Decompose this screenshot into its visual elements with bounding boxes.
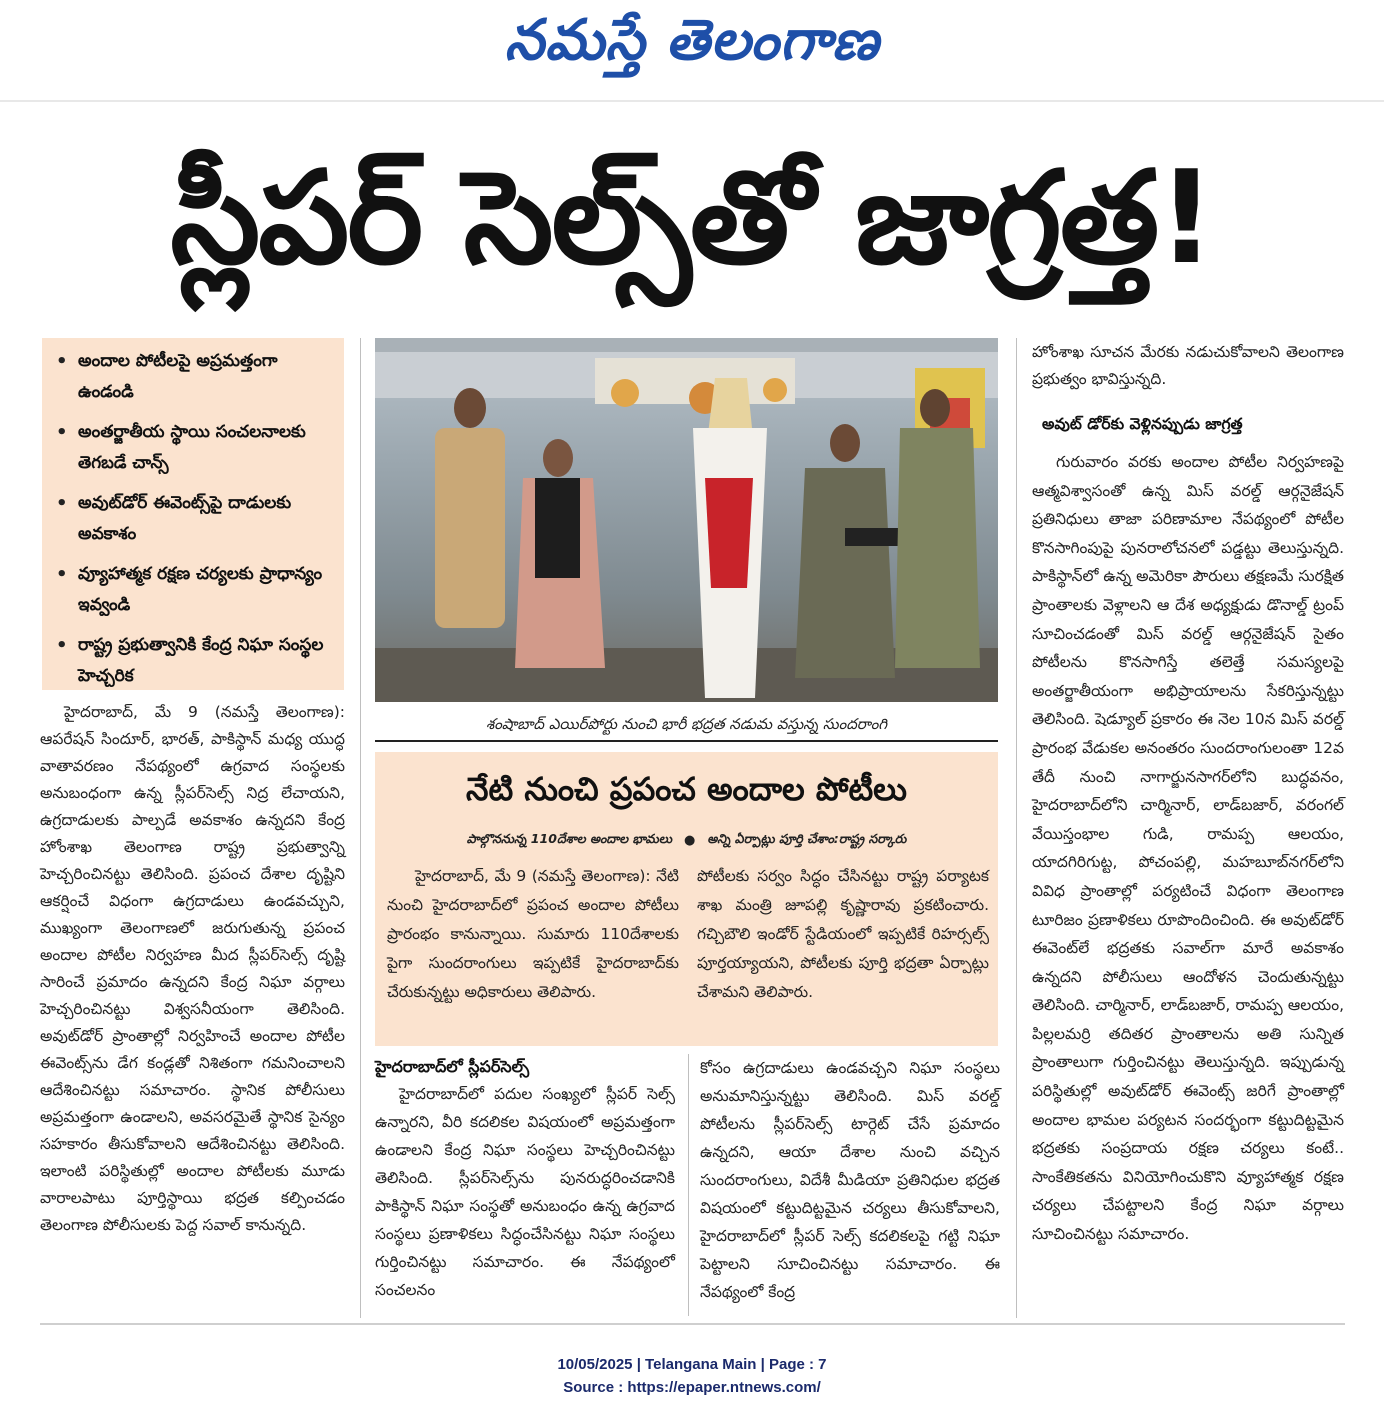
sub-story-kicker (385, 828, 988, 852)
bullet-icon: • (56, 422, 68, 443)
article-column-2b: కోసం ఉగ్రదాడులు ఉండవచ్చని నిఘా సంస్థలు అనుమానిస్తున్నట్టు తెలిసింది. మిస్ వరల్డ్ పోటీలను స్లీపర్‌సెల్స్ టార్గెట్ చేసే ప్రమాదం ఉన్నదని, ఆయా దేశాల నుంచి వచ్చిన సుందరాంగులు, విదేశీ మీడియా ప్రతినిధుల భద్రత విషయంలో కట్టుదిట్టమైన చర్యలు తీసుకోవాలని, హైదరాబాద్‌లో స్లీపర్ సెల్స్ కదలికలపై గట్టి నిఘా పెట్టాలని సూచించినట్టు సమాచారం. ఈ నేపథ్యంలో కేంద్ర (700, 1059, 1000, 1301)
highlights-box (42, 338, 344, 690)
sub-story-box (375, 752, 998, 1046)
caption-divider (375, 740, 998, 742)
highlight-item (56, 346, 334, 408)
article-column-3: గురువారం వరకు అందాల పోటీల నిర్వహణపై ఆత్మవిశ్వాసంతో ఉన్న మిస్ వరల్డ్ ఆర్గనైజేషన్ ప్రతినిధులు తాజా పరిణామాల నేపథ్యంలో పోటీల కొనసాగింపుపై పునరాలోచనలో పడ్డట్టు తెలుస్తున్నది. పాకిస్థాన్‌లో ఉన్న అమెరికా పౌరులు తక్షణమే సురక్షిత ప్రాంతాలకు వెళ్లాలని ఆ దేశ అధ్యక్షుడు డొనాల్డ్ ట్రంప్ సూచించడంతో మిస్ వరల్డ్ ఆర్గనైజేషన్ సైతం పోటీలను కొనసాగిస్తే తలెత్తే సమస్యలపై అంతర్జాతీయంగా అభిప్రాయాలను సేకరిస్తున్నట్టు తెలిసింది. షెడ్యూల్ ప్రకారం ఈ నెల 10న మిస్ వరల్డ్ ప్రారంభ వేడుకల అనంతరం సుందరాంగులంతా 12వ తేదీ నుంచి నాగార్జునసాగర్‌లోని బుద్ధవనం, హైదరాబాద్‌లోని చార్మినార్, లాడ్‌బజార్, వరంగల్ వేయిస్తంభాల గుడి, రామప్ప ఆలయం, యాదగిరిగుట్ట, పోచంపల్లి, మహబూబ్‌నగర్‌లోని వివిధ ప్రాంతాల్లో పర్యటించే విధంగా తెలంగాణ టూరిజం ప్రణాళికలు రూపొందించింది. ఈ అవుట్‌డోర్ ఈవెంట్‌లే భద్రతకు సవాల్‌గా మారే అవకాశం ఉన్నదని పోలీసులు ఆందోళన చెందుతున్నట్టు తెలిసింది. చార్మినార్, లాడ్‌బజార్, రామప్ప ఆలయం, పిల్లలమర్రి తదితర ప్రాంతాలను అతి సున్నిత ప్రాంతాలుగా గుర్తించినట్టు తెలుస్తున్నది. ఇప్పుడున్న పరిస్థితుల్లో అవుట్‌డోర్ ఈవెంట్స్ జరిగే ప్రాంతాల్లో అందాల భామల పర్యటన సందర్భంగా కట్టుదిట్టమైన భద్రతకు సంప్రదాయ రక్షణ చర్యలు కంటే.. సాంకేతికతను వినియోగించుకొని వ్యూహాత్మక రక్షణ చర్యలు చేపట్టాలని కేంద్ర నిఘా వర్గాలు సూచించినట్టు సమాచారం. (1032, 453, 1344, 1244)
sub-story-title: నేటి నుంచి ప్రపంచ అందాల పోటీలు (466, 770, 907, 808)
bullet-icon: • (56, 493, 68, 514)
bullet-icon: • (56, 564, 68, 585)
highlight-item (56, 559, 334, 621)
bullet-icon: ● (683, 832, 696, 848)
kicker-left: పాల్గొననున్న 110దేశాల అందాల భామలు (466, 830, 672, 846)
masthead (0, 6, 1384, 80)
airport-scene-illustration (375, 338, 998, 702)
page-footer (0, 1353, 1384, 1399)
sub-story-column-left: హైదరాబాద్, మే 9 (నమస్తే తెలంగాణ): నేటి నుంచి హైదరాబాద్‌లో ప్రపంచ అందాల పోటీలు ప్రారంభం కానున్నాయి. సుమారు 110దేశాలకు పైగా సుందరాంగులు ఇప్పటికే హైదరాబాద్‌కు చేరుకున్నట్టు అధికారులు తెలిపారు. (387, 867, 679, 1001)
section-heading: హైదరాబాద్‌లో స్లీపర్‌సెల్స్ (375, 1057, 530, 1076)
newspaper-logo: నమస్తే తెలంగాణ (504, 8, 880, 73)
column-divider (1016, 338, 1017, 1318)
highlight-item (56, 417, 334, 479)
page-bottom-divider (40, 1323, 1345, 1325)
source-link[interactable]: Source : https://epaper.ntnews.com/ (563, 1379, 821, 1396)
masthead-divider (0, 100, 1384, 102)
article-column-2a: హైదరాబాద్‌లో పదుల సంఖ్యలో స్లీపర్ సెల్స్ ఉన్నారని, వీరి కదలికల విషయంలో అప్రమత్తంగా ఉండాలని కేంద్ర నిఘా సంస్థలు హెచ్చరించినట్టు తెలిసింది. స్లీపర్‌సెల్స్‌ను పునరుద్ధరించడానికి పాకిస్థాన్ నిఘా సంస్థతో అనుబంధం ఉన్న ఉగ్రవాద సంస్థలు ప్రణాళికలు సిద్ధంచేసినట్టు నిఘా సంస్థలు గుర్తించినట్టు సమాచారం. ఈ నేపథ్యంలో సంచలనం (375, 1085, 675, 1299)
sub-story-column-right: పోటీలకు సర్వం సిద్ధం చేసినట్టు రాష్ట్ర పర్యాటక శాఖ మంత్రి జూపల్లి కృష్ణారావు ప్రకటించారు. గచ్చిబౌలి ఇండోర్ స్టేడియంలో ఇప్పటికే రిహర్సల్స్ పూర్తయ్యాయని, పోటీలకు పూర్తి భద్రతా ఏర్పాట్లు చేశామని తెలిపారు. (697, 867, 989, 1001)
article-column-1: హైదరాబాద్, మే 9 (నమస్తే తెలంగాణ): ఆపరేషన్ సిందూర్, భారత్, పాకిస్థాన్ మధ్య యుద్ధ వాతావరణం నేపథ్యంలో ఉగ్రవాద సంస్థలకు అనుబంధంగా ఉన్న స్లీపర్‌సెల్స్ నిద్ర లేచాయని, ఉగ్రదాడులకు పాల్పడే అవకాశం ఉన్నదని కేంద్ర హోంశాఖ తెలంగాణ రాష్ట్ర ప్రభుత్వాన్ని హెచ్చరించినట్టు తెలిసింది. ప్రపంచ దేశాల దృష్టిని ఆకర్షించే విధంగా ఉగ్రదాడులు ఉండవచ్చుని, ముఖ్యంగా తెలంగాణలో జరుగుతున్న ప్రపంచ అందాల పోటీల నిర్వహణ మీద స్లీపర్‌సెల్స్ దృష్టి సారించే ప్రమాదం ఉన్నదని కేంద్ర నిఘా వర్గాలు హెచ్చరించినట్టు విశ్వసనీయంగా తెలిసింది. అవుట్‌డోర్ ప్రాంతాల్లో నిర్వహించే అందాల పోటీల ఈవెంట్స్‌ను డేగ కండ్లతో నిశితంగా గమనించాలని ఆదేశించినట్టు సమాచారం. స్థానిక పోలీసులు అప్రమత్తంగా ఉండాలని, అవసరమైతే స్థానిక సైన్యం సహకారం తీసుకోవాలని ఆదేశించినట్టు తెలిసింది. ఇలాంటి పరిస్థితుల్లో అందాల పోటీలకు మూడు వారాలపాటు పూర్తిస్థాయి భద్రత కల్పించడం తెలంగాణ పోలీసులకు పెద్ద సవాల్ కానున్నది. (40, 703, 345, 1234)
edition-info: 10/05/2025 | Telangana Main | Page : 7 (557, 1356, 827, 1373)
news-photo (375, 338, 998, 702)
column-divider (688, 1054, 689, 1316)
column-3-subheading: అవుట్ డోర్‌కు వెళ్లినప్పుడు జాగ్రత్త (1042, 415, 1243, 433)
highlight-text: వ్యూహాత్మక రక్షణ చర్యలకు ప్రాధాన్యం ఇవ్వండి (78, 564, 323, 615)
kicker-right: అన్ని ఏర్పాట్లు పూర్తి చేశాం:రాష్ట్ర సర్కారు (707, 830, 907, 846)
column-divider (360, 338, 361, 1318)
article-column-3-top: హోంశాఖ సూచన మేరకు నడుచుకోవాలని తెలంగాణ ప్రభుత్వం భావిస్తున్నది. (1032, 343, 1344, 388)
highlight-text: అంతర్జాతీయ స్థాయి సంచలనాలకు తెగబడే చాన్స్ (78, 422, 306, 473)
highlight-text: అవుట్‌డోర్ ఈవెంట్స్‌పై దాడులకు అవకాశం (78, 493, 292, 544)
highlight-text: రాష్ట్ర ప్రభుత్వానికి కేంద్ర నిఘా సంస్థల హెచ్చరిక (78, 635, 324, 686)
bullet-icon: • (56, 351, 68, 372)
highlight-item (56, 630, 334, 692)
headline-text: స్లీపర్ సెల్స్‌తో జాగ్రత్త! (170, 144, 1214, 293)
bullet-icon: • (56, 635, 68, 656)
photo-caption: శంషాబాద్ ఎయిర్‌పోర్టు నుంచి భారీ భద్రత నడుమ వస్తున్న సుందరాంగి (485, 715, 888, 733)
highlight-text: అందాల పోటీలపై అప్రమత్తంగా ఉండండి (78, 351, 278, 402)
headline (38, 114, 1346, 324)
highlight-item (56, 488, 334, 550)
